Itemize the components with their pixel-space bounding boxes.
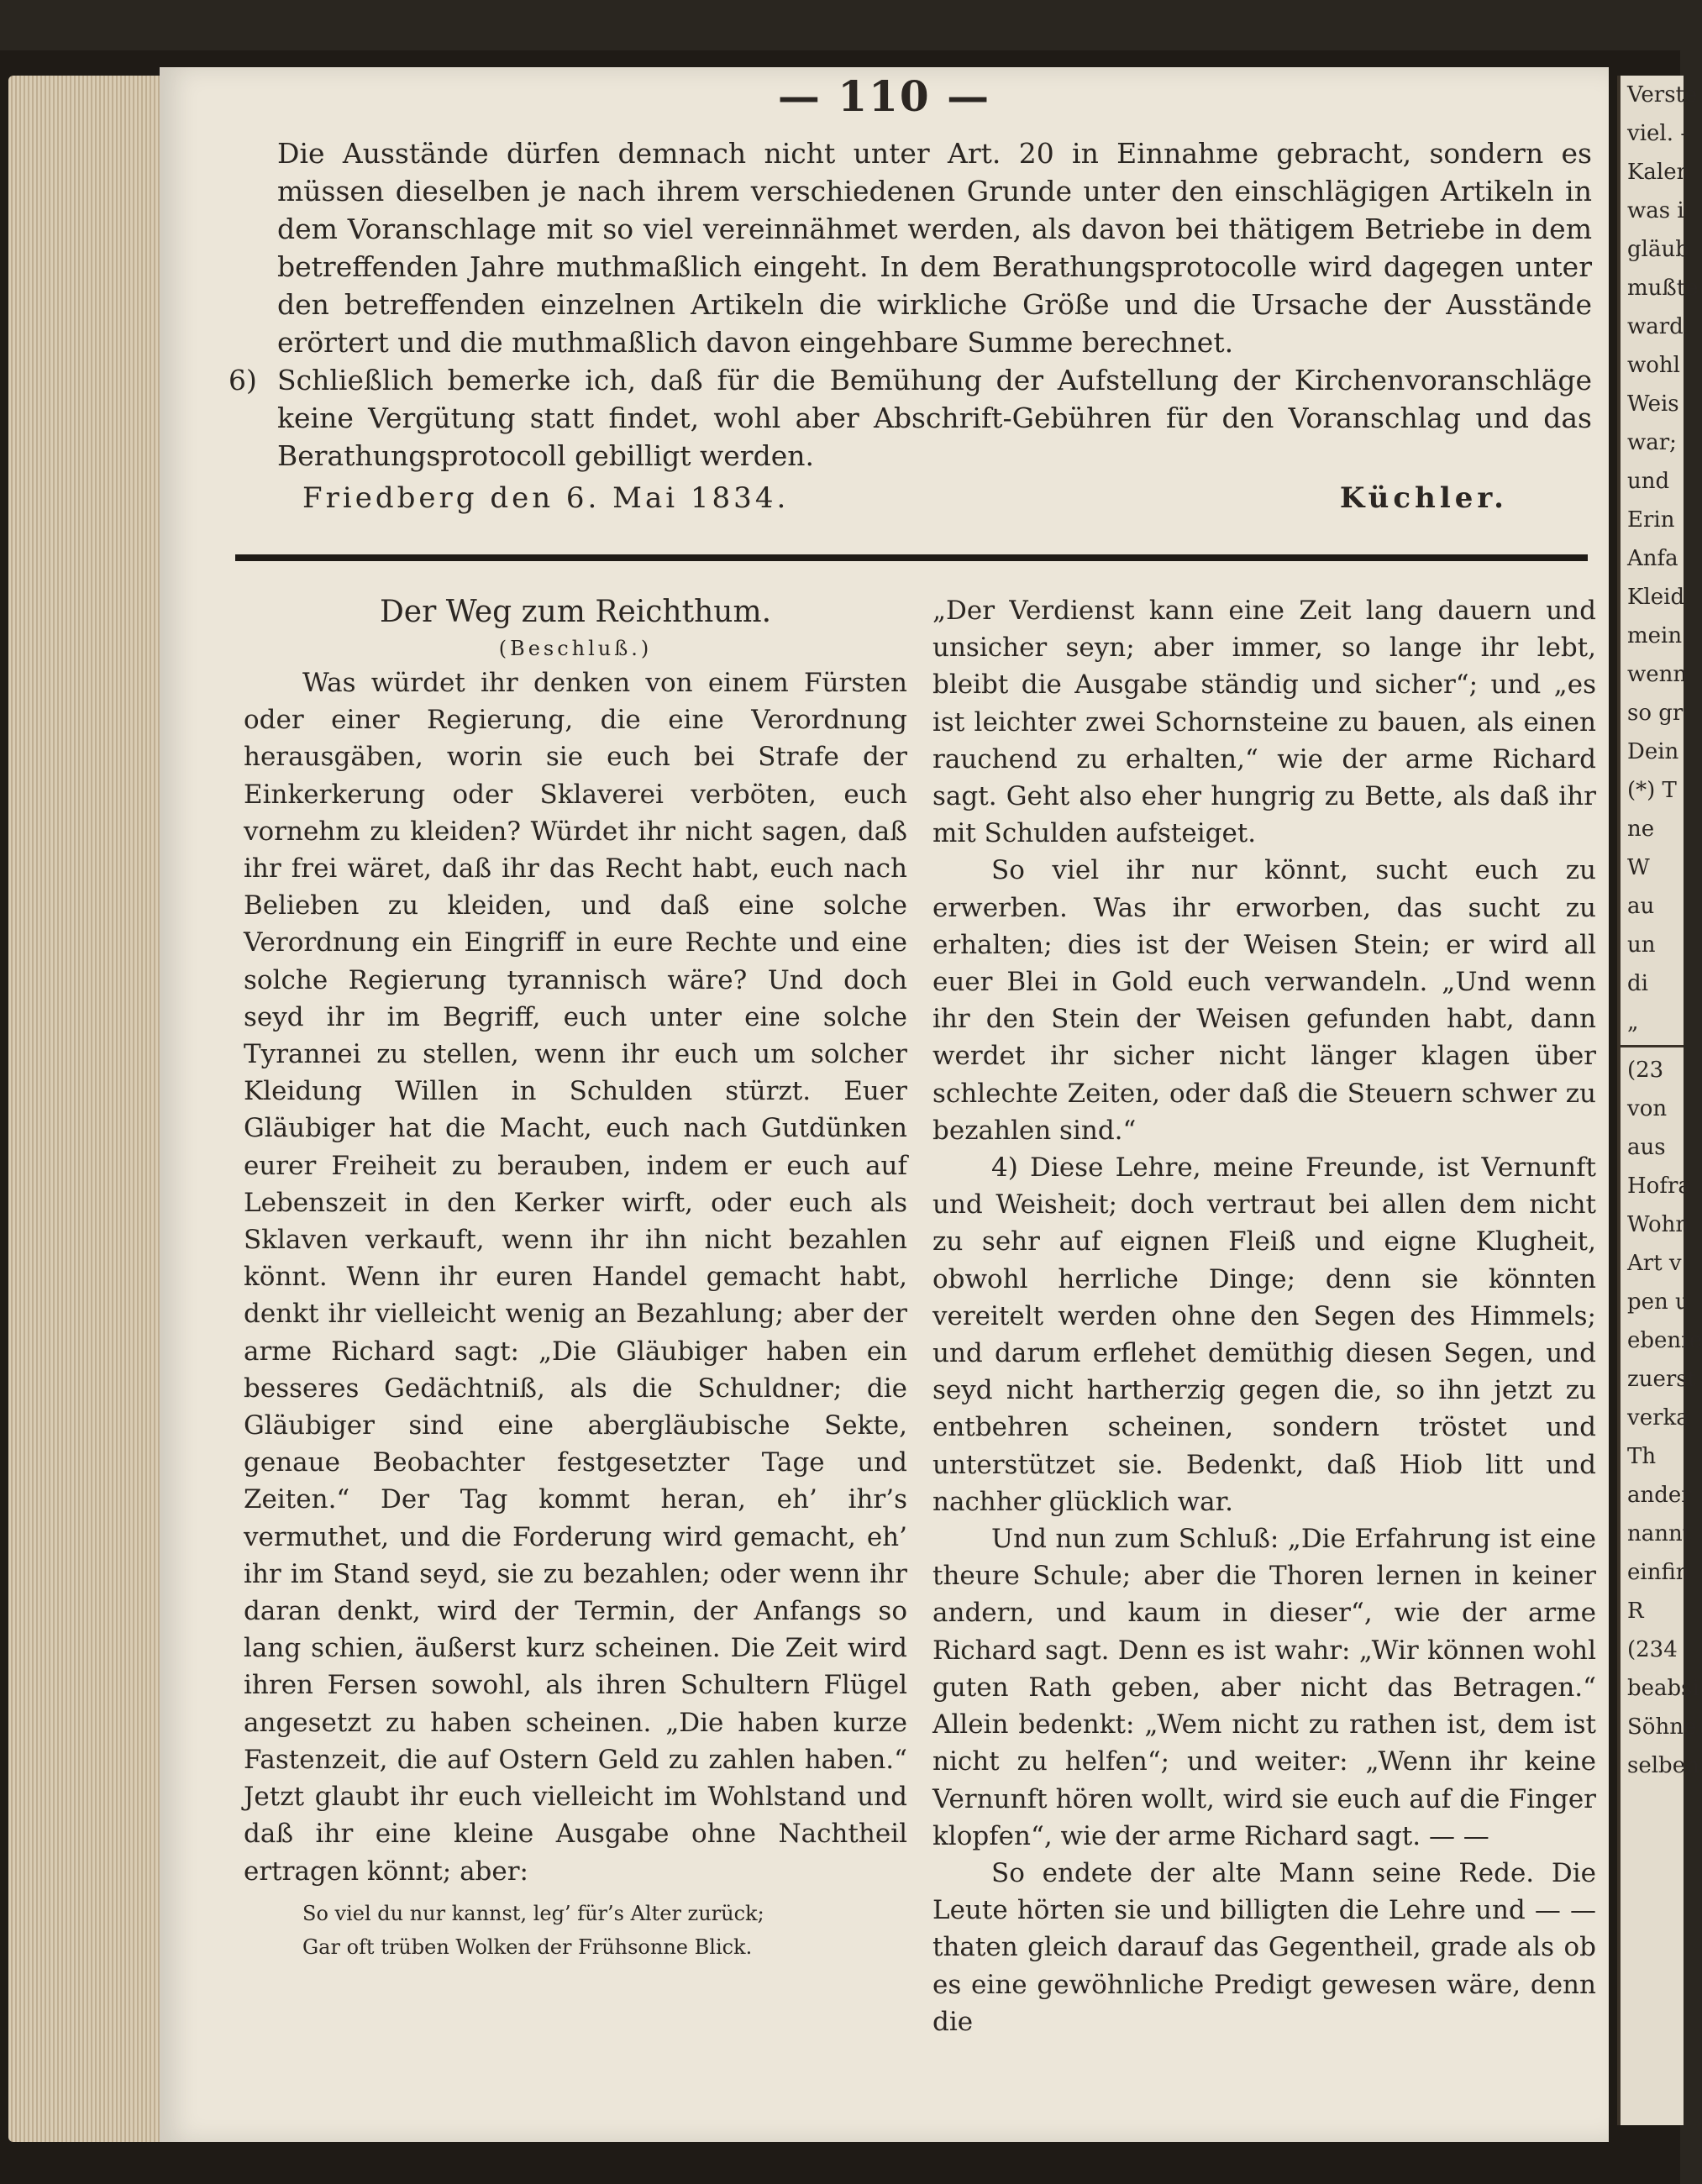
adjacent-page-fragment: W xyxy=(1627,855,1650,880)
article-paragraph: So endete der alte Mann seine Rede. Die Leute hörten sie und billigten die Lehre und — — thaten gleich darauf das Gegentheil, grade als ob es eine gewöhnliche Predigt gewesen wäre, denn die xyxy=(932,1857,1596,2037)
adjacent-page-fragment: „ xyxy=(1627,1010,1639,1035)
adjacent-page-rule xyxy=(1621,1045,1684,1047)
ordinance-paragraph: Die Ausstände dürfen demnach nicht unter Art. 20 in Einnahme gebracht, sondern es müssen dieselben je nach ihrem verschiedenen Grunde unter den einschlägigen Artikeln in dem Voranschlage mit so viel vereinnähmet werden, als davon bei thätigem Betriebe in dem betreffenden Jahre muthmaßlich eingeht. In dem Berathungsprotocolle wird dagegen unter den betreffenden einzelnen Artikeln die wirkliche Größe und die Ursache der Ausstände erörtert und die muthmaßlich davon eingehbare Summe berechnet. xyxy=(277,137,1592,359)
adjacent-page-fragment: ward xyxy=(1627,314,1684,339)
adjacent-page-fragment: Hofra xyxy=(1627,1173,1691,1199)
adjacent-page-fragment: Art v xyxy=(1627,1251,1682,1276)
adjacent-page-fragment: wohl xyxy=(1627,353,1680,378)
article-paragraph: So viel ihr nur könnt, sucht euch zu erwerben. Was ihr erworben, das sucht zu erhalten; dies ist der Weisen Stein; er wird all euer Blei in Gold euch verwandeln. „Und wenn ihr den Stein der Weisen gefunden habt, dann werdet ihr sicher nicht länger klagen über schlechte Zeiten, oder daß die Steuern schwer zu bezahlen sind.“ xyxy=(932,855,1596,1146)
adjacent-page-fragment: aus xyxy=(1627,1135,1666,1160)
adjacent-page-fragment: di xyxy=(1627,971,1648,996)
ordinance-section xyxy=(229,134,1592,517)
adjacent-page-fragment: mußte xyxy=(1627,276,1699,301)
adjacent-page-fragment: ander xyxy=(1627,1483,1692,1508)
adjacent-page-fragment: Weis xyxy=(1627,391,1679,417)
adjacent-page-fragment: nannt xyxy=(1627,1521,1692,1546)
place-date: Friedberg den 6. Mai 1834. xyxy=(302,481,790,515)
verse xyxy=(244,1897,907,1964)
adjacent-page-fragment: wenn xyxy=(1627,662,1688,687)
adjacent-page-fragment: von xyxy=(1627,1096,1668,1121)
adjacent-page-fragment: au xyxy=(1627,894,1655,919)
article-paragraph: Und nun zum Schluß: „Die Erfahrung ist eine theure Schule; aber die Thoren lernen in keiner andern, und kaum in dieser“, wie der arme Richard sagt. Denn es ist wahr: „Wir können wohl guten Rath geben, aber nicht das Betragen.“ Allein bedenkt: „Wem nicht zu rathen ist, dem ist nicht zu helfen“; und weiter: „Wenn ihr keine Vernunft hören wollt, wird sie euch auf die Finger klopfen“, wie der arme Richard sagt. — — xyxy=(932,1524,1596,1851)
item-text: Schließlich bemerke ich, daß für die Bemühung der Aufstellung der Kirchenvoranschläge keine Vergütung statt findet, wohl aber Abschrift-Gebühren für den Voranschlag und das Berathungsprotocoll gebilligt werden. xyxy=(277,364,1592,472)
adjacent-page-fragments xyxy=(1621,76,1702,1785)
adjacent-page-fragment: war; xyxy=(1627,430,1677,455)
page-edges xyxy=(8,76,164,2142)
adjacent-page-fragment: Dein xyxy=(1627,739,1679,764)
adjacent-page-fragment: (234 xyxy=(1627,1637,1678,1662)
adjacent-page-fragment: ebenfe xyxy=(1627,1328,1702,1353)
adjacent-page-fragment: gläub xyxy=(1627,237,1689,262)
adjacent-page-fragment: Anfa xyxy=(1627,546,1678,571)
item-number: 6) xyxy=(229,364,257,396)
article-column-left xyxy=(244,592,907,1964)
article-title: Der Weg zum Reichthum. xyxy=(379,595,772,629)
adjacent-page-fragment: Kalen xyxy=(1627,160,1691,185)
article-column-right xyxy=(932,592,1596,2040)
section-divider xyxy=(235,554,1588,561)
adjacent-page-fragment: Wohn xyxy=(1627,1212,1690,1237)
ordinance-item-6 xyxy=(229,361,1592,475)
adjacent-page-fragment: zuerst xyxy=(1627,1367,1697,1392)
adjacent-page-fragment: so gr xyxy=(1627,701,1684,726)
adjacent-page-fragment: mein xyxy=(1627,623,1683,648)
adjacent-page-fragment: was i xyxy=(1627,198,1684,223)
adjacent-page-fragment: pen u xyxy=(1627,1289,1689,1315)
verse-line: So viel du nur kannst, leg’ für’s Alter zurück; xyxy=(302,1901,764,1925)
adjacent-page-fragment: selben xyxy=(1627,1753,1699,1778)
adjacent-page-fragment: ne xyxy=(1627,816,1655,842)
adjacent-page-fragment: Th xyxy=(1627,1444,1657,1469)
article-paragraph: 4) Diese Lehre, meine Freunde, ist Vernunft und Weisheit; doch vertraut bei allen dem nicht zu sehr auf eignen Fleiß und eigne Klugheit, obwohl herrliche Dinge; denn sie könnten vereitelt werden ohne den Segen des Himmels; und darum erflehet demüthig diesen Segen, und seyd nicht hartherzig gegen die, so ihn jetzt zu entbehren scheinen, sondern tröstet und unterstützet sie. Bedenkt, daß Hiob litt und nachher glücklich war. xyxy=(932,1152,1596,1517)
adjacent-page-fragment: viel. – xyxy=(1627,121,1692,146)
adjacent-page-fragment: und xyxy=(1627,469,1670,494)
adjacent-page-fragment: Kleid xyxy=(1627,585,1685,610)
author-name: Küchler. xyxy=(1339,481,1508,515)
adjacent-page-fragment: (23 xyxy=(1627,1058,1664,1083)
page-number: — 110 — xyxy=(777,71,991,121)
adjacent-page-fragment: R xyxy=(1627,1599,1644,1624)
signature-line xyxy=(277,480,1592,517)
verse-line: Gar oft trüben Wolken der Frühsonne Blick. xyxy=(302,1935,753,1959)
page xyxy=(160,67,1609,2142)
article-paragraph: Was würdet ihr denken von einem Fürsten oder einer Regierung, die eine Verordnung herausgäben, worin sie euch bei Strafe der Einkerkerung oder Sklaverei verböten, euch vornehm zu kleiden? Würdet ihr nicht sagen, daß ihr frei wäret, daß ihr das Recht habt, euch nach Belieben zu kleiden, und daß eine solche Verordnung ein Eingriff in eure Rechte und eine solche Regierung tyrannisch wäre? Und doch seyd ihr im Begriff, euch unter eine solche Tyrannei zu stellen, wenn ihr euch um solcher Kleidung Willen in Schulden stürzt. Euer Gläubiger hat die Macht, euch nach Gutdünken eurer Freiheit zu berauben, indem er euch auf Lebenszeit in den Kerker wirft, oder euch als Sklaven verkauft, wenn ihr ihn nicht bezahlen könnt. Wenn ihr euren Handel gemacht habt, denkt ihr vielleicht wenig an Bezahlung; aber der arme Richard sagt: „Die Gläubiger haben ein besseres Gedächtniß, als die Schuldner; die Gläubiger sind eine abergläubische Sekte, genaue Beobachter festgesetzter Tage und Zeiten.“ Der Tag kommt heran, eh’ ihr’s vermuthet, und die Forderung wird gemacht, eh’ ihr im Stand seyd, sie zu bezahlen; oder wenn ihr daran denkt, wird der Termin, der Anfangs so lang schien, äußerst kurz scheinen. Die Zeit wird ihren Fersen sowohl, als ihren Schultern Flügel angesetzt zu haben scheinen. „Die haben kurze Fastenzeit, die auf Ostern Geld zu zahlen haben.“ Jetzt glaubt ihr euch vielleicht im Wohlstand und daß ihr eine kleine Ausgabe ohne Nachtheil ertragen könnt; aber: xyxy=(244,668,907,1887)
adjacent-page-fragment: verka xyxy=(1627,1405,1689,1431)
adjacent-page-fragment: Söhne xyxy=(1627,1714,1697,1740)
adjacent-page-fragment: Erin xyxy=(1627,507,1675,533)
adjacent-page-fragment: Verste xyxy=(1627,82,1698,108)
article-subtitle: (Beschluß.) xyxy=(498,637,653,660)
adjacent-page-fragment: (*) T xyxy=(1627,778,1677,803)
adjacent-page xyxy=(1617,76,1702,2125)
adjacent-page-fragment: einfin xyxy=(1627,1560,1690,1585)
adjacent-page-fragment: un xyxy=(1627,932,1656,958)
adjacent-page-fragment: beabsi xyxy=(1627,1676,1699,1701)
article-paragraph: „Der Verdienst kann eine Zeit lang dauern und unsicher seyn; aber immer, so lange ihr lebt, bleibt die Ausgabe ständig und sicher“; und „es ist leichter zwei Schornsteine zu bauen, als einen rauchend zu erhalten,“ wie der arme Richard sagt. Geht also eher hungrig zu Bette, als daß ihr mit Schulden aufsteiget. xyxy=(932,596,1596,849)
